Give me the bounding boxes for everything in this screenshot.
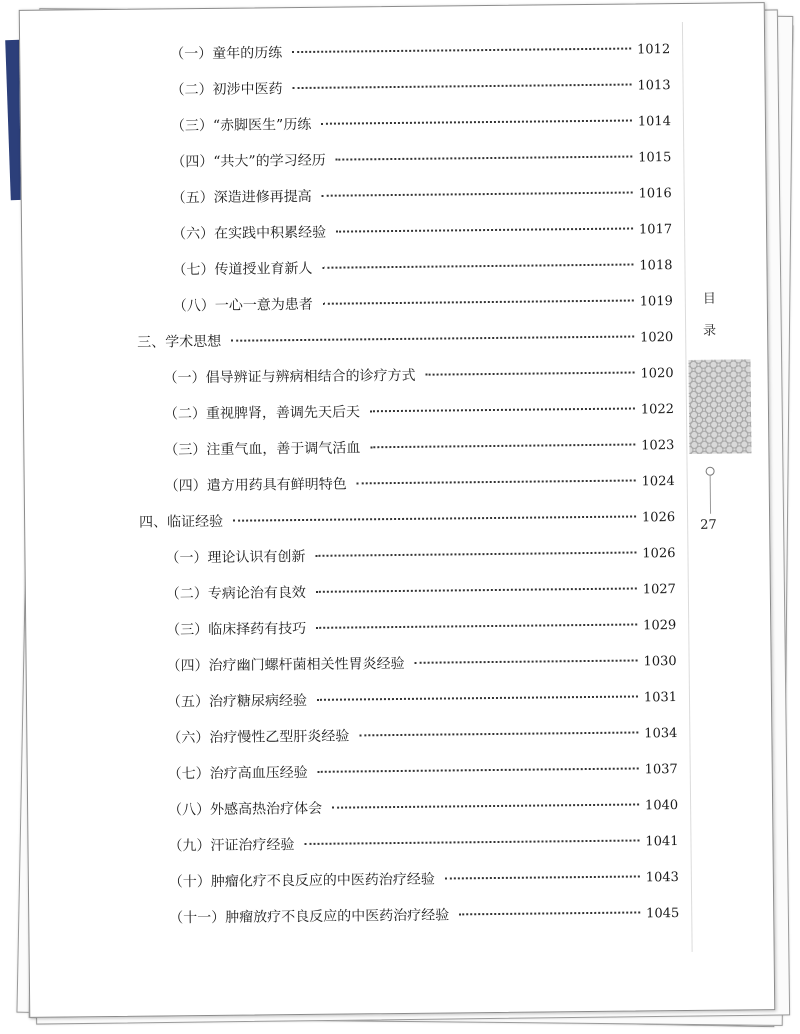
- leader-dots: [336, 228, 633, 233]
- toc-section-entry: [137, 320, 674, 351]
- margin-marker-line: [710, 476, 711, 514]
- toc-entry: [164, 428, 675, 459]
- toc-entry: [166, 680, 678, 711]
- toc-entry-label: （三）“赤脚医生”历练: [170, 116, 312, 135]
- toc-entry-page: 1026: [641, 510, 676, 526]
- toc-entry: [172, 284, 673, 315]
- toc-entry-page: 1037: [644, 762, 678, 778]
- leader-dots: [322, 264, 633, 269]
- toc-entry: [171, 176, 672, 207]
- toc-entry-label: （五）深造进修再提高: [171, 188, 312, 207]
- toc-entry: [172, 212, 673, 243]
- margin-marker-icon: [706, 467, 715, 476]
- leader-dots: [370, 444, 635, 449]
- margin-divider: [682, 22, 693, 952]
- toc-entry-page: 1012: [637, 42, 671, 58]
- toc-entry-page: 1041: [645, 834, 679, 850]
- toc-entry-page: 1020: [640, 330, 674, 346]
- toc-entry-label: （六）治疗慢性乙型肝炎经验: [167, 728, 350, 747]
- toc-entry-label: （一）童年的历练: [170, 45, 283, 63]
- leader-dots: [315, 551, 636, 556]
- toc-entry-label: （九）汗证治疗经验: [168, 837, 295, 855]
- toc-entry: [171, 140, 672, 171]
- leader-dots: [317, 695, 638, 700]
- toc-entry: [170, 68, 671, 99]
- leader-dots: [359, 731, 638, 736]
- toc-entry-page: 1013: [637, 78, 671, 94]
- toc-entry-page: 1030: [643, 654, 677, 670]
- leader-dots: [415, 659, 638, 663]
- toc-entry-label: （八）一心一意为患者: [172, 296, 313, 315]
- leader-dots: [459, 911, 640, 915]
- toc-entry: [170, 104, 672, 135]
- toc-entry-label: （二）初涉中医药: [170, 81, 283, 99]
- leader-dots: [321, 120, 632, 125]
- toc-entry: [167, 752, 678, 783]
- leader-dots: [445, 875, 640, 879]
- section-title-char: 目: [702, 291, 716, 307]
- toc-entry-page: 1016: [638, 186, 672, 202]
- toc-entry: [163, 356, 674, 387]
- leader-dots: [370, 408, 635, 413]
- toc-entry-label: （十）肿瘤化疗不良反应的中医药治疗经验: [168, 871, 435, 891]
- toc-entry-label: （三）临床择药有技巧: [166, 620, 307, 639]
- toc-entry-page: 1017: [638, 222, 673, 238]
- toc-entry-label: （十一）肿瘤放疗不良反应的中医药治疗经验: [169, 907, 450, 927]
- toc-entry-page: 1031: [643, 690, 678, 706]
- decorative-pattern: [688, 359, 751, 454]
- toc-entry: [167, 716, 678, 747]
- leader-dots: [322, 192, 633, 197]
- leader-dots: [233, 515, 636, 521]
- toc-entry: [168, 860, 679, 891]
- leader-dots: [316, 587, 637, 592]
- toc-entry-page: 1014: [637, 114, 672, 130]
- leader-dots: [318, 767, 639, 772]
- leader-dots: [357, 479, 636, 484]
- toc-entry: [168, 824, 679, 855]
- leader-dots: [426, 372, 635, 376]
- toc-entry: [165, 536, 676, 567]
- toc-page: [19, 2, 776, 1018]
- toc-entry: [170, 32, 671, 63]
- toc-entry-label: （七）治疗高血压经验: [167, 764, 308, 783]
- toc-entry-page: 1024: [641, 474, 675, 490]
- toc-entry-page: 1040: [644, 798, 679, 814]
- toc-entry-label: （四）治疗幽门螺杆菌相关性胃炎经验: [166, 655, 405, 675]
- toc-entry-page: 1022: [640, 402, 675, 418]
- toc-entry: [168, 788, 679, 819]
- leader-dots: [293, 84, 632, 90]
- leader-dots: [332, 803, 639, 808]
- leader-dots: [292, 48, 631, 54]
- leader-dots: [231, 336, 634, 342]
- toc-entry: [172, 248, 673, 279]
- toc-entry-page: 1018: [639, 258, 673, 274]
- toc-entry-label: 四、临证经验: [139, 513, 224, 531]
- page-number: 27: [700, 517, 717, 533]
- toc-entry-page: 1026: [642, 546, 676, 562]
- toc-entry-page: 1020: [640, 366, 674, 382]
- toc-entry: [166, 644, 677, 675]
- toc-entry-label: （一）理论认识有创新: [165, 548, 306, 567]
- toc-entry-page: 1023: [641, 438, 675, 454]
- toc-entry-label: （四）遣方用药具有鲜明特色: [164, 476, 347, 495]
- leader-dots: [316, 623, 637, 628]
- toc-entry-label: （八）外感高热治疗体会: [168, 800, 323, 819]
- toc-entry: [164, 464, 675, 495]
- toc-entry-label: （三）注重气血，善于调气活血: [164, 440, 361, 459]
- toc-entry-page: 1029: [643, 618, 677, 634]
- leader-dots: [304, 839, 639, 845]
- toc-entry-page: 1019: [639, 294, 673, 310]
- toc-entry-page: 1043: [645, 870, 679, 886]
- toc-entry: [165, 572, 676, 603]
- toc-entry-label: （二）重视脾肾，善调先天后天: [163, 404, 361, 423]
- toc-entry: [166, 608, 677, 639]
- toc-entry-label: （五）治疗糖尿病经验: [166, 692, 308, 711]
- leader-dots: [336, 156, 633, 161]
- toc-entry-label: （一）倡导辨证与辨病相结合的诊疗方式: [163, 367, 416, 387]
- leader-dots: [323, 300, 634, 305]
- toc-entry-page: 1045: [646, 906, 680, 922]
- toc-entry-label: （六）在实践中积累经验: [172, 224, 327, 243]
- toc-entry-page: 1034: [644, 726, 678, 742]
- toc-entry-label: （七）传道授业育新人: [172, 260, 313, 279]
- toc-entry-label: （四）“共大”的学习经历: [171, 152, 326, 171]
- toc-section-entry: [139, 500, 676, 531]
- toc-entry: [169, 896, 680, 927]
- toc-entry: [163, 392, 675, 423]
- toc-entry-label: 三、学术思想: [137, 333, 222, 351]
- toc-entry-page: 1015: [638, 150, 672, 166]
- toc-entry-label: （二）专病论治有良效: [165, 584, 306, 603]
- toc-entry-page: 1027: [642, 582, 676, 598]
- section-title-char: 录: [703, 323, 717, 339]
